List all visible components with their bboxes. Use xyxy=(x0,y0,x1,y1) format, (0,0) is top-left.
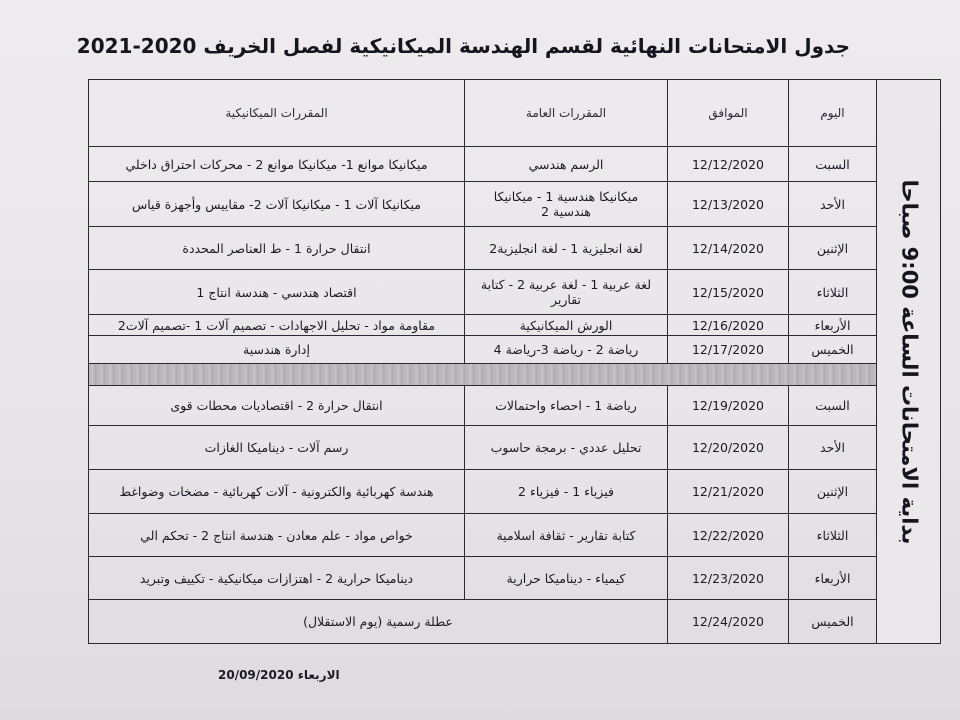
exam-start-time-note: بداية الامتحانات الساعة 9:00 صباحا xyxy=(897,179,921,544)
day-cell: الثلاثاء xyxy=(789,514,877,557)
holiday-row xyxy=(89,600,941,644)
date-cell: 12/14/2020 xyxy=(668,227,789,270)
general-courses-cell: تحليل عددي - برمجة حاسوب xyxy=(465,426,668,470)
date-cell: 12/24/2020 xyxy=(668,600,789,644)
date-cell: 12/12/2020 xyxy=(668,147,789,182)
table-row xyxy=(89,557,941,600)
table-row xyxy=(89,514,941,557)
header-date: الموافق xyxy=(668,80,789,147)
day-cell: الخميس xyxy=(789,600,877,644)
mechanical-courses-cell: إدارة هندسية xyxy=(89,336,465,364)
mechanical-courses-cell: ميكانيكا آلات 1 - ميكانيكا آلات 2- مقاييس وأجهزة قياس xyxy=(89,182,465,227)
day-cell: السبت xyxy=(789,386,877,426)
date-cell: 12/21/2020 xyxy=(668,470,789,514)
date-cell: 12/19/2020 xyxy=(668,386,789,426)
table-row xyxy=(89,426,941,470)
day-cell: الإثنين xyxy=(789,227,877,270)
mechanical-courses-cell: رسم آلات - ديناميكا الغازات xyxy=(89,426,465,470)
date-cell: 12/13/2020 xyxy=(668,182,789,227)
day-cell: الأحد xyxy=(789,426,877,470)
date-cell: 12/23/2020 xyxy=(668,557,789,600)
table-row xyxy=(89,147,941,182)
week-separator xyxy=(89,364,877,386)
mechanical-courses-cell: ميكانيكا موانع 1- ميكانيكا موانع 2 - محركات احتراق داخلي xyxy=(89,147,465,182)
general-courses-cell: فيزياء 1 - فيزياء 2 xyxy=(465,470,668,514)
mechanical-courses-cell: مقاومة مواد - تحليل الاجهادات - تصميم آلات 1 -تصميم آلات2 xyxy=(89,315,465,336)
date-cell: 12/22/2020 xyxy=(668,514,789,557)
mechanical-courses-cell: انتقال حرارة 2 - اقتصاديات محطات قوى xyxy=(89,386,465,426)
date-cell: 12/16/2020 xyxy=(668,315,789,336)
date-cell: 12/15/2020 xyxy=(668,270,789,315)
day-cell: الأربعاء xyxy=(789,557,877,600)
day-cell: الخميس xyxy=(789,336,877,364)
header-mechanical-courses: المقررات الميكانيكية xyxy=(89,80,465,147)
mechanical-courses-cell: ديناميكا حرارية 2 - اهتزازات ميكانيكية - تكييف وتبريد xyxy=(89,557,465,600)
general-courses-cell: لغة انجليزية 1 - لغة انجليزية2 xyxy=(465,227,668,270)
document-date: الاربعاء 20/09/2020 xyxy=(218,668,340,682)
day-cell: الثلاثاء xyxy=(789,270,877,315)
header-general-courses: المقررات العامة xyxy=(465,80,668,147)
day-cell: السبت xyxy=(789,147,877,182)
week-separator-row xyxy=(89,364,941,386)
table-row xyxy=(89,270,941,315)
table-row xyxy=(89,182,941,227)
general-courses-cell: رياضة 1 - احصاء واحتمالات xyxy=(465,386,668,426)
day-cell: الأحد xyxy=(789,182,877,227)
holiday-note: عطلة رسمية (يوم الاستقلال) xyxy=(89,600,668,644)
general-courses-cell: الرسم هندسي xyxy=(465,147,668,182)
table-row xyxy=(89,336,941,364)
table-row xyxy=(89,227,941,270)
table-row xyxy=(89,386,941,426)
header-day: اليوم xyxy=(789,80,877,147)
mechanical-courses-cell: هندسة كهربائية والكترونية - آلات كهربائية - مضخات وضواغط xyxy=(89,470,465,514)
day-cell: الأربعاء xyxy=(789,315,877,336)
general-courses-cell: رياضة 2 - رياضة 3-رياضة 4 xyxy=(465,336,668,364)
exam-schedule-table xyxy=(88,79,941,644)
table-row xyxy=(89,470,941,514)
date-cell: 12/17/2020 xyxy=(668,336,789,364)
day-cell: الإثنين xyxy=(789,470,877,514)
date-cell: 12/20/2020 xyxy=(668,426,789,470)
mechanical-courses-cell: انتقال حرارة 1 - ط العناصر المحددة xyxy=(89,227,465,270)
general-courses-cell: الورش الميكانيكية xyxy=(465,315,668,336)
general-courses-cell: كتابة تقارير - ثقافة اسلامية xyxy=(465,514,668,557)
page-title: جدول الامتحانات النهائية لقسم الهندسة الميكانيكية لفصل الخريف 2020-2021 xyxy=(76,34,850,58)
general-courses-cell: ميكانيكا هندسية 1 - ميكانيكا هندسية 2 xyxy=(465,182,668,227)
mechanical-courses-cell: اقتصاد هندسي - هندسة انتاج 1 xyxy=(89,270,465,315)
header-row xyxy=(89,80,941,147)
general-courses-cell: كيمياء - ديناميكا حرارية xyxy=(465,557,668,600)
mechanical-courses-cell: خواص مواد - علم معادن - هندسة انتاج 2 - تحكم الي xyxy=(89,514,465,557)
side-note-cell xyxy=(877,80,941,644)
table-row xyxy=(89,315,941,336)
general-courses-cell: لغة عربية 1 - لغة عربية 2 - كتابة تقارير xyxy=(465,270,668,315)
